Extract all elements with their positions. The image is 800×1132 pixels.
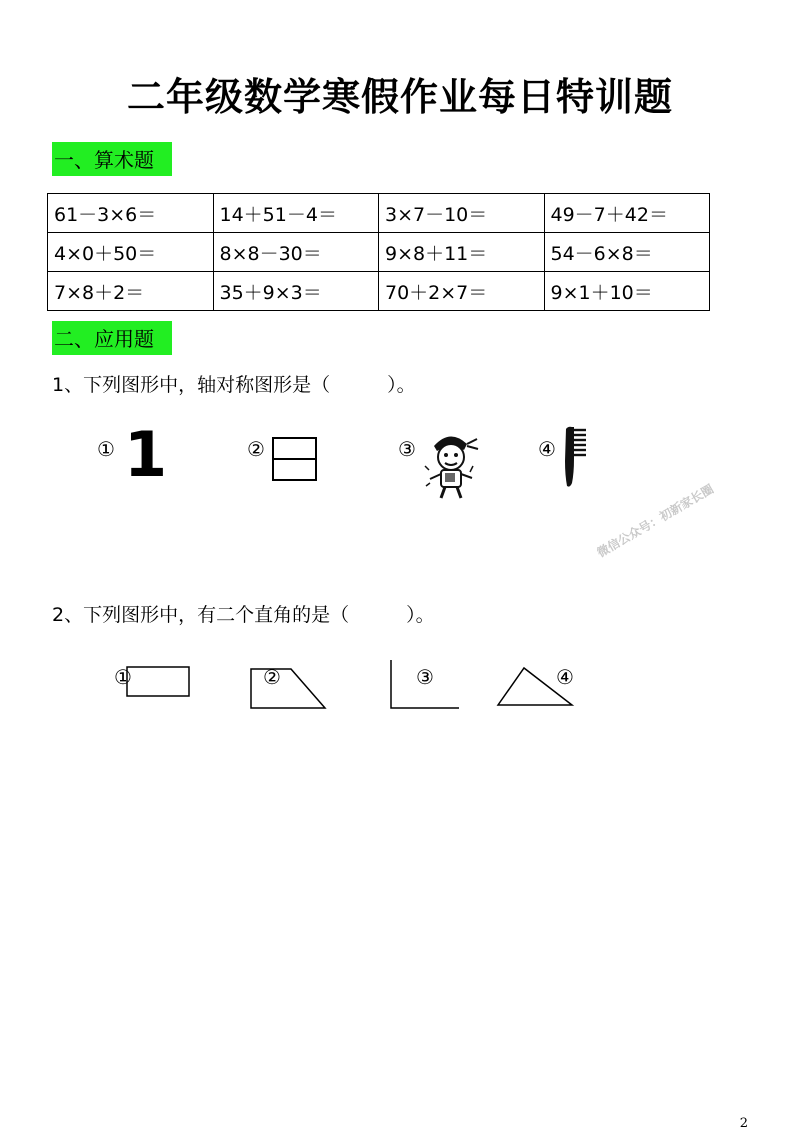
table-cell: 49－7＋42＝ xyxy=(544,194,710,233)
page-number: 2 xyxy=(739,1116,748,1131)
table-row xyxy=(48,272,710,311)
section-label-application: 二、应用题 xyxy=(52,321,172,355)
comb-icon xyxy=(562,425,590,489)
page-title: 二年级数学寒假作业每日特训题 xyxy=(126,75,673,119)
cartoon-character-icon xyxy=(420,430,480,502)
q1-option-1-number: ① xyxy=(97,437,115,461)
triangle-shape-icon xyxy=(496,666,576,708)
right-angle-shape-icon xyxy=(389,659,461,711)
rectangle-shape-icon xyxy=(126,666,192,698)
trapezoid-shape-icon xyxy=(249,667,329,711)
q1-option-4-number: ④ xyxy=(538,437,556,461)
section-label-arithmetic: 一、算术题 xyxy=(52,142,172,176)
table-cell: 14＋51－4＝ xyxy=(213,194,379,233)
q2-option-1-number: ① xyxy=(114,665,132,689)
rectangle-split-icon xyxy=(272,437,318,483)
q2-option-2-number: ② xyxy=(263,665,281,689)
q1-option-1-digit: 1 xyxy=(124,418,168,491)
q1-option-3-number: ③ xyxy=(398,437,416,461)
table-cell: 70＋2×7＝ xyxy=(379,272,545,311)
table-cell: 35＋9×3＝ xyxy=(213,272,379,311)
table-cell: 3×7－10＝ xyxy=(379,194,545,233)
table-cell: 61－3×6＝ xyxy=(48,194,214,233)
table-row xyxy=(48,233,710,272)
table-cell: 4×0＋50＝ xyxy=(48,233,214,272)
question-2-text: 2、下列图形中，有二个直角的是（ ）。 xyxy=(52,604,435,626)
question-1-text: 1、下列图形中，轴对称图形是（ ）。 xyxy=(52,374,416,396)
arithmetic-table xyxy=(47,193,710,311)
table-cell: 9×1＋10＝ xyxy=(544,272,710,311)
table-cell: 8×8－30＝ xyxy=(213,233,379,272)
table-cell: 9×8＋11＝ xyxy=(379,233,545,272)
table-cell: 7×8＋2＝ xyxy=(48,272,214,311)
q2-option-3-number: ③ xyxy=(416,665,434,689)
q2-option-4-number: ④ xyxy=(556,665,574,689)
watermark: 微信公众号：初新家长圈 xyxy=(594,481,717,560)
q1-option-2-number: ② xyxy=(247,437,265,461)
table-cell: 54－6×8＝ xyxy=(544,233,710,272)
table-row xyxy=(48,194,710,233)
